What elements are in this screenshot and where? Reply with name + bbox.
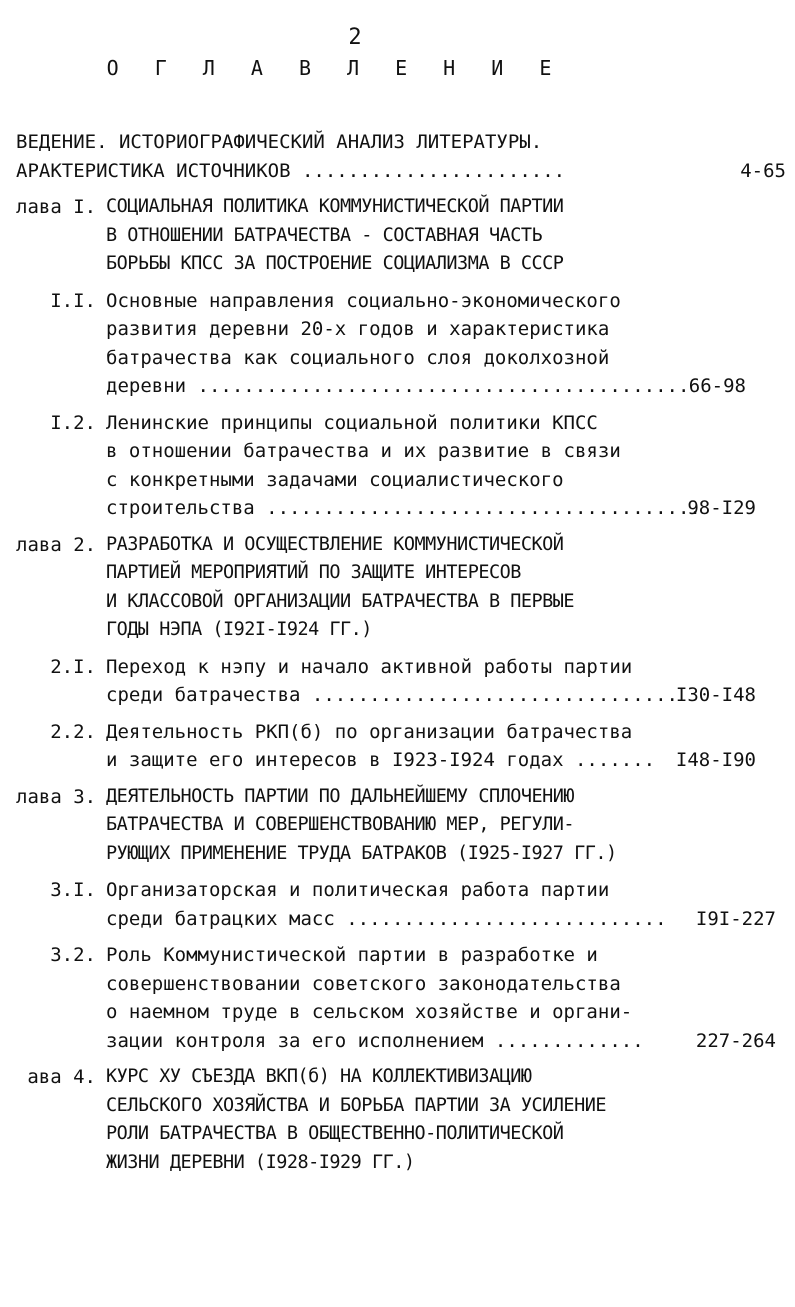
toc-chapter-2 — [16, 531, 786, 645]
toc-line: среди батрачества ................................ — [106, 684, 678, 706]
toc-line: Роль Коммунистической партии в разработке и — [106, 944, 598, 966]
toc-line: КУРС ХУ СЪЕЗДА ВКП(б) НА КОЛЛЕКТИВИЗАЦИЮ — [106, 1066, 532, 1087]
toc-pages: I9I-227 — [695, 907, 776, 930]
toc-line: зации контроля за его исполнением ............. — [106, 1029, 644, 1052]
toc-line: Деятельность РКП(б) по организации батрачества — [106, 720, 633, 743]
toc-line: В ОТНОШЕНИИ БАТРАЧЕСТВА - СОСТАВНАЯ ЧАСТЬ — [106, 224, 543, 246]
toc-line: среди батрацких масс ............................ — [106, 907, 667, 930]
toc-line: батрачества как социального слоя доколхозной — [106, 346, 610, 369]
toc-line: Ленинские принципы социальной политики КПСС — [106, 411, 598, 434]
toc-label: I.I. — [50, 289, 96, 312]
toc-line: о наемном труде в сельском хозяйстве и органи- — [106, 1001, 633, 1023]
toc-section-3-2 — [16, 941, 786, 1055]
toc-line: АРАКТЕРИСТИКА ИСТОЧНИКОВ ....................... — [16, 159, 566, 182]
toc-section-3-1 — [16, 876, 786, 933]
toc-line: И КЛАССОВОЙ ОРГАНИЗАЦИИ БАТРАЧЕСТВА В ПЕРВЫЕ — [106, 590, 575, 612]
toc-entry-introduction — [16, 128, 786, 185]
table-of-contents — [16, 128, 786, 1177]
toc-line: с конкретными задачами социалистического — [106, 468, 564, 491]
toc-chapter-1 — [16, 193, 786, 279]
toc-label: 3.I. — [50, 879, 96, 901]
toc-line: строительства ...................................... — [106, 497, 701, 519]
toc-label: 2.2. — [50, 720, 96, 743]
toc-label: 3.2. — [50, 944, 96, 966]
toc-line: РУЮЩИХ ПРИМЕНЕНИЕ ТРУДА БАТРАКОВ (I925-I927 ГГ.) — [106, 842, 617, 864]
toc-line: совершенствовании советского законодательства — [106, 972, 621, 995]
toc-pages: 66-98 — [688, 375, 746, 397]
toc-chapter-3 — [16, 783, 786, 869]
toc-pages: 98-I29 — [687, 497, 756, 519]
toc-line: Переход к нэпу и начало активной работы партии — [106, 655, 633, 678]
toc-label: I.2. — [50, 411, 96, 434]
toc-line: ВЕДЕНИЕ. ИСТОРИОГРАФИЧЕСКИЙ АНАЛИЗ ЛИТЕРАТУРЫ. — [16, 131, 543, 153]
toc-line: БАТРАЧЕСТВА И СОВЕРШЕНСТВОВАНИЮ МЕР, РЕГУЛИ- — [106, 814, 575, 835]
toc-line: ЖИЗНИ ДЕРЕВНИ (I928-I929 ГГ.) — [106, 1151, 415, 1173]
toc-line: РАЗРАБОТКА И ОСУЩЕСТВЛЕНИЕ КОММУНИСТИЧЕСКОЙ — [106, 533, 564, 555]
toc-line: Организаторская и политическая работа партии — [106, 879, 610, 901]
toc-section-2-2 — [16, 718, 786, 775]
toc-label: ава 4. — [27, 1066, 96, 1088]
toc-label: 2.I. — [50, 655, 96, 678]
page-number: 2 — [348, 25, 362, 50]
toc-line: ДЕЯТЕЛЬНОСТЬ ПАРТИИ ПО ДАЛЬНЕЙШЕМУ СПЛОЧЕНИЮ — [106, 785, 575, 807]
toc-section-2-1 — [16, 653, 786, 710]
toc-line: ГОДЫ НЭПА (I92I-I924 ГГ.) — [106, 619, 372, 640]
toc-line: деревни ........................................... — [106, 375, 690, 397]
toc-line: ПАРТИЕЙ МЕРОПРИЯТИЙ ПО ЗАЩИТЕ ИНТЕРЕСОВ — [106, 562, 521, 583]
page-title: О Г Л А В Л Е Н И Е — [106, 56, 564, 80]
toc-label: лава 2. — [16, 533, 97, 556]
toc-section-1-2 — [16, 409, 786, 523]
toc-line: развития деревни 20-х годов и характеристика — [106, 318, 610, 340]
toc-line: и защите его интересов в I923-I924 годах ....... — [106, 749, 656, 771]
toc-pages: I30-I48 — [675, 684, 756, 706]
toc-section-1-1 — [16, 287, 786, 401]
toc-line: СЕЛЬСКОГО ХОЗЯЙСТВА И БОРЬБА ПАРТИИ ЗА УСИЛЕНИЕ — [106, 1094, 606, 1116]
toc-line: в отношении батрачества и их развитие в связи — [106, 440, 621, 462]
toc-line: БОРЬБЫ КПСС ЗА ПОСТРОЕНИЕ СОЦИАЛИЗМА В СССР — [106, 253, 564, 274]
toc-label: лава I. — [16, 196, 97, 218]
toc-chapter-4 — [16, 1063, 786, 1177]
toc-line: СОЦИАЛЬНАЯ ПОЛИТИКА КОММУНИСТИЧЕСКОЙ ПАРТИИ — [106, 196, 564, 217]
toc-line: РОЛИ БАТРАЧЕСТВА В ОБЩЕСТВЕННО-ПОЛИТИЧЕСКОЙ — [106, 1123, 564, 1144]
toc-pages: I48-I90 — [675, 749, 756, 771]
toc-label: лава 3. — [16, 785, 97, 808]
toc-line: Основные направления социально-экономического — [106, 289, 621, 312]
toc-pages: 227-264 — [695, 1029, 776, 1052]
toc-pages: 4-65 — [740, 159, 786, 182]
